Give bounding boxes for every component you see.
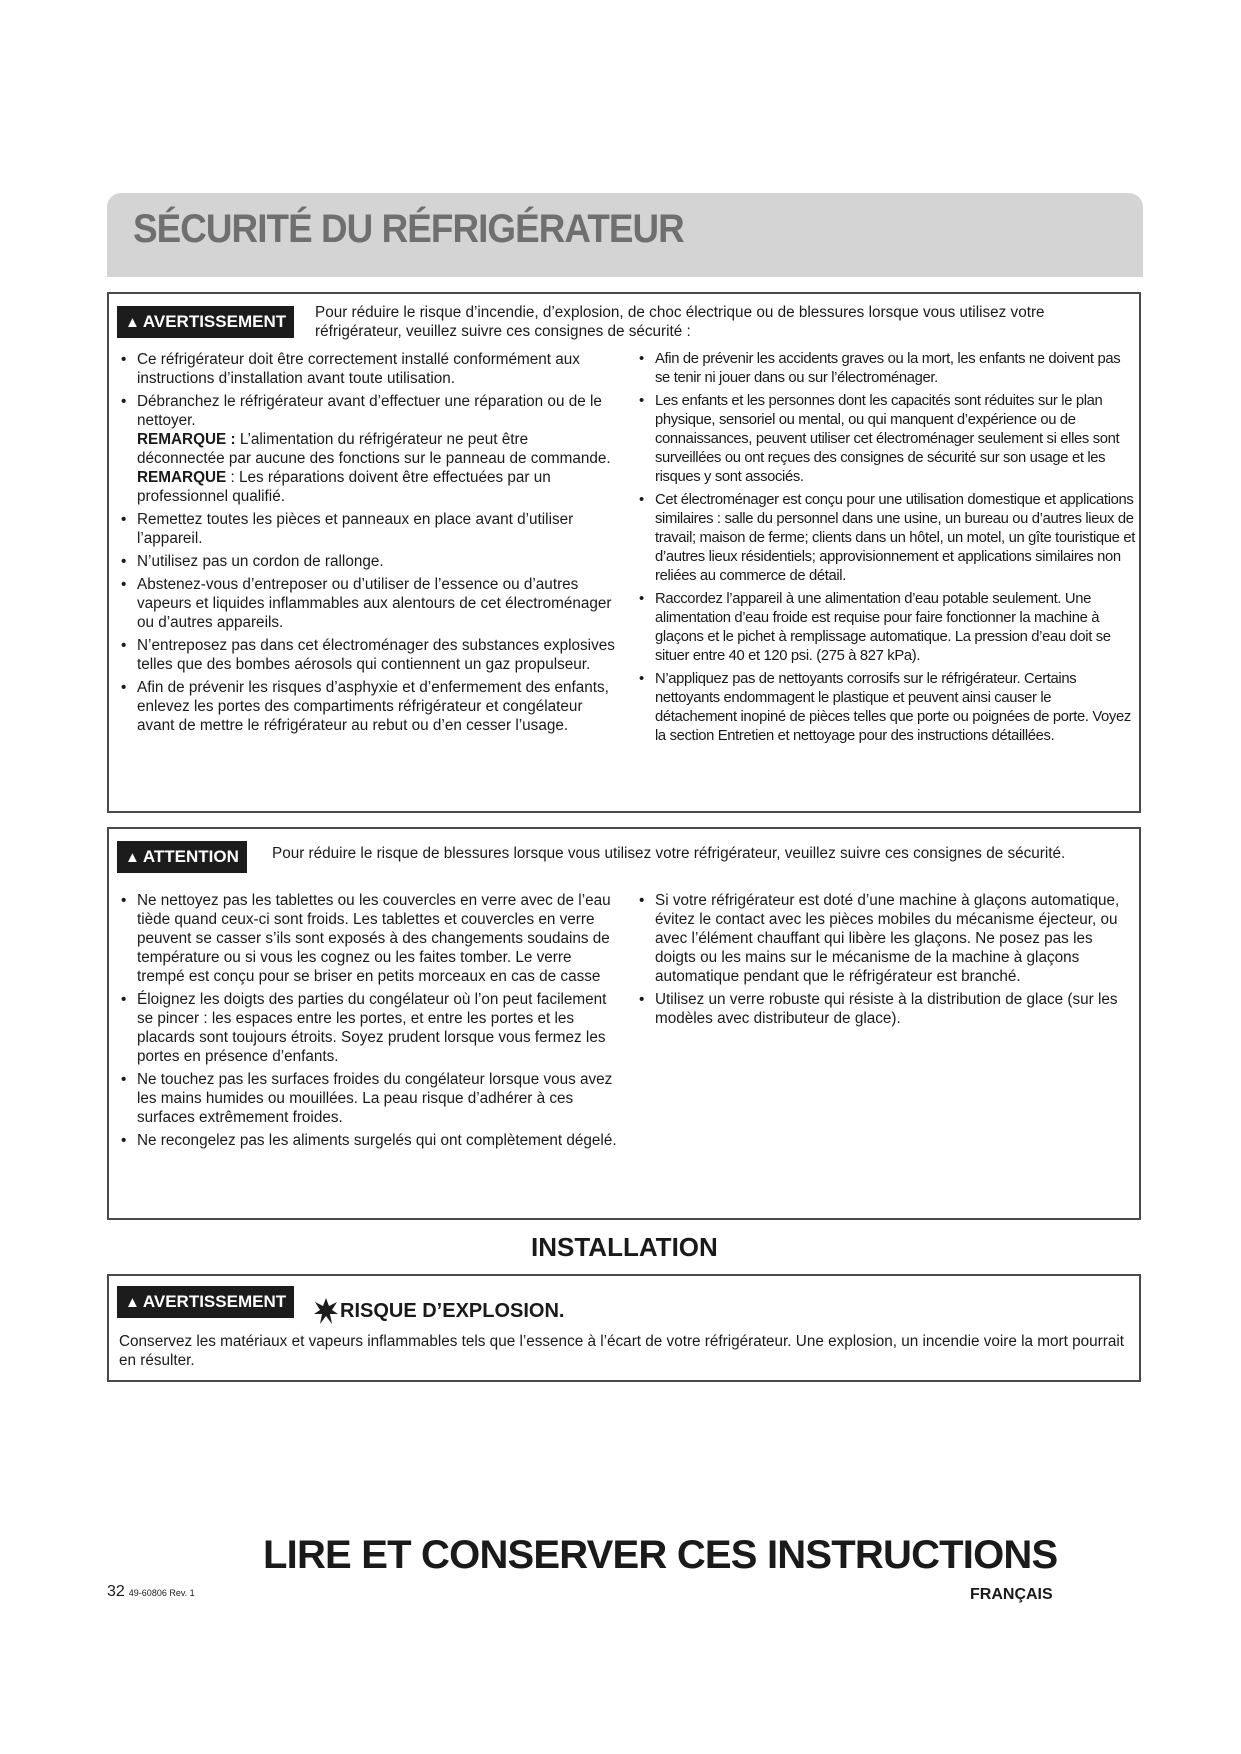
caution-triangle-icon: ▲ xyxy=(125,848,140,866)
language-label: FRANÇAIS xyxy=(970,1586,1053,1603)
list-item-text: Ne nettoyez pas les tablettes ou les couvercles en verre avec de l’eau tiède quand ceux-ci sont froids. Les tablettes et couvercles en verre peuvent se casser s’ils sont exposés à des changements soudains de température ou si vous les cognez ou les faites tomber. Le verre trempé est conçu pour se briser en petits morceaux en cas de casse xyxy=(137,892,611,985)
attention-badge xyxy=(117,841,247,873)
installation-text: Conservez les matériaux et vapeurs inflammables tels que l’essence à l’écart de votre réfrigérateur. Une explosion, un incendie voire la mort pourrait en résulter. xyxy=(119,1333,1124,1369)
list-item-text: Cet électroménager est conçu pour une utilisation domestique et applications similaires : salle du personnel dans une usine, un bureau ou d’autres lieux de travail; maison de ferme; clients dans un hôtel, un motel, un gîte touristique et d’autres lieux résidentiels; approvisionnement et applications similaires non reliées au commerce de détail. xyxy=(655,492,1135,584)
installation-title: INSTALLATION xyxy=(531,1232,718,1262)
warning-triangle-icon: ▲ xyxy=(125,313,140,331)
list-item-text: Remettez toutes les pièces et panneaux en place avant d’utiliser l’appareil. xyxy=(137,511,574,547)
attention-badge-label: ATTENTION xyxy=(142,847,239,866)
list-item-text: Ne recongelez pas les aliments surgelés qui ont complètement dégelé. xyxy=(137,1132,617,1149)
note-label: REMARQUE : xyxy=(137,431,236,448)
list-item xyxy=(627,350,1135,388)
list-item-text: N’appliquez pas de nettoyants corrosifs sur le réfrigérateur. Certains nettoyants endommagent le plastique et peuvent ainsi causer le détachement inopiné de pièces telles que porte ou poignées de porte. Voyez la section Entretien et nettoyage pour des instructions détaillées. xyxy=(655,671,1131,744)
list-item xyxy=(109,678,619,735)
installation-box xyxy=(107,1274,1141,1382)
list-item-text: Les enfants et les personnes dont les capacités sont réduites sur le plan physique, sensoriel ou mental, ou qui manquent d’expérience ou de connaissances, peuvent utiliser cet électroménager seulement si elles sont surveillées ou ont reçues des consignes de sécurité sur son usage et les risques y sont associés. xyxy=(655,393,1120,485)
note-text: L’alimentation du réfrigérateur ne peut être déconnectée par aucune des fonctions sur le panneau de commande. xyxy=(137,431,611,467)
list-item-text: Afin de prévenir les risques d’asphyxie et d’enfermement des enfants, enlevez les portes des compartiments réfrigérateur et congélateur avant de mettre le réfrigérateur au rebut ou d’en cesser l’usage. xyxy=(137,679,609,734)
list-item xyxy=(627,990,1137,1028)
list-item xyxy=(109,350,619,388)
list-item-text: Afin de prévenir les accidents graves ou la mort, les enfants ne doivent pas se tenir ni jouer dans ou sur l’électroménager. xyxy=(655,351,1121,386)
read-and-keep-instructions: LIRE ET CONSERVER CES INSTRUCTIONS xyxy=(263,1533,1058,1577)
list-item-text: N’entreposez pas dans cet électroménager des substances explosives telles que des bombes aérosols qui contiennent un gaz propulseur. xyxy=(137,637,615,673)
list-item xyxy=(109,891,619,986)
list-item xyxy=(109,990,619,1066)
list-item xyxy=(109,1070,619,1127)
list-item xyxy=(627,590,1135,666)
list-item xyxy=(109,392,619,506)
document-code: 49-60806 Rev. 1 xyxy=(128,1588,195,1598)
attention-intro: Pour réduire le risque de blessures lorsque vous utilisez votre réfrigérateur, veuillez suivre ces consignes de sécurité. xyxy=(272,845,1066,862)
list-item-text: Raccordez l’appareil à une alimentation d’eau potable seulement. Une alimentation d’eau froide est requise pour faire fonctionner la machine à glaçons et le pichet à remplissage automatique. La pression d’eau doit se situer entre 40 et 120 psi. (275 à 827 kPa). xyxy=(655,591,1111,664)
page-title: SÉCURITÉ DU RÉFRIGÉRATEUR xyxy=(133,207,684,251)
installation-badge-label: AVERTISSEMENT xyxy=(142,1292,287,1311)
list-item xyxy=(627,891,1137,986)
list-item-text: Utilisez un verre robuste qui résiste à la distribution de glace (sur les modèles avec distributeur de glace). xyxy=(655,991,1118,1027)
list-item xyxy=(109,636,619,674)
section-header xyxy=(107,193,1143,277)
list-item-text: Éloignez les doigts des parties du congélateur où l’on peut facilement se pincer : les espaces entre les portes, et entre les portes et les placards sont toujours étroits. Soyez prudent lorsque vous fermez les portes en présence d’enfants. xyxy=(137,991,607,1065)
list-item xyxy=(109,510,619,548)
note-label: REMARQUE xyxy=(137,469,227,486)
attention-left-list xyxy=(109,891,619,1154)
list-item xyxy=(109,575,619,632)
note-text: : Les réparations doivent être effectuées par un professionnel qualifié. xyxy=(137,469,551,505)
list-item-text: Abstenez-vous d’entreposer ou d’utiliser de l’essence ou d’autres vapeurs et liquides inflammables aux alentours de cet électroménager ou d’autres appareils. xyxy=(137,576,612,631)
warning-box xyxy=(107,292,1141,813)
list-item xyxy=(109,552,619,571)
attention-right-list xyxy=(627,891,1137,1032)
warning-intro: Pour réduire le risque d’incendie, d’explosion, de choc électrique ou de blessures lorsque vous utilisez votre réfrigérateur, veuillez suivre ces consignes de sécurité : xyxy=(315,304,1045,340)
warning-triangle-icon: ▲ xyxy=(125,1293,140,1311)
list-item xyxy=(627,491,1135,586)
list-item-text: Ne touchez pas les surfaces froides du congélateur lorsque vous avez les mains humides ou mouillées. La peau risque d’adhérer à ces surfaces extrêmement froides. xyxy=(137,1071,613,1126)
warning-right-list xyxy=(627,350,1135,750)
explosion-icon xyxy=(314,1298,338,1324)
list-item-text: Si votre réfrigérateur est doté d’une machine à glaçons automatique, évitez le contact avec les pièces mobiles du mécanisme éjecteur, ou avec l’élément chauffant qui libère les glaçons. Ne posez pas les doigts ou les mains sur le mécanisme de la machine à glaçons automatique pendant que le réfrigérateur est branché. xyxy=(655,892,1120,985)
risk-title: RISQUE D’EXPLOSION. xyxy=(340,1299,565,1322)
page-number: 32 xyxy=(107,1583,125,1600)
warning-badge-label: AVERTISSEMENT xyxy=(142,312,287,331)
attention-box xyxy=(107,827,1141,1220)
warning-left-list xyxy=(109,350,619,739)
page-number-block xyxy=(107,1583,195,1601)
explosion-risk-heading xyxy=(314,1298,564,1324)
list-item-text: N’utilisez pas un cordon de rallonge. xyxy=(137,553,384,570)
list-item xyxy=(109,1131,619,1150)
note xyxy=(137,430,619,468)
warning-badge xyxy=(117,306,294,338)
list-item xyxy=(627,670,1135,746)
list-item-text: Ce réfrigérateur doit être correctement installé conformément aux instructions d’installation avant toute utilisation. xyxy=(137,351,580,387)
installation-warning-badge xyxy=(117,1286,294,1318)
list-item-text: Débranchez le réfrigérateur avant d’effectuer une réparation ou de le nettoyer. xyxy=(137,393,602,429)
note xyxy=(137,468,619,506)
list-item xyxy=(627,392,1135,487)
